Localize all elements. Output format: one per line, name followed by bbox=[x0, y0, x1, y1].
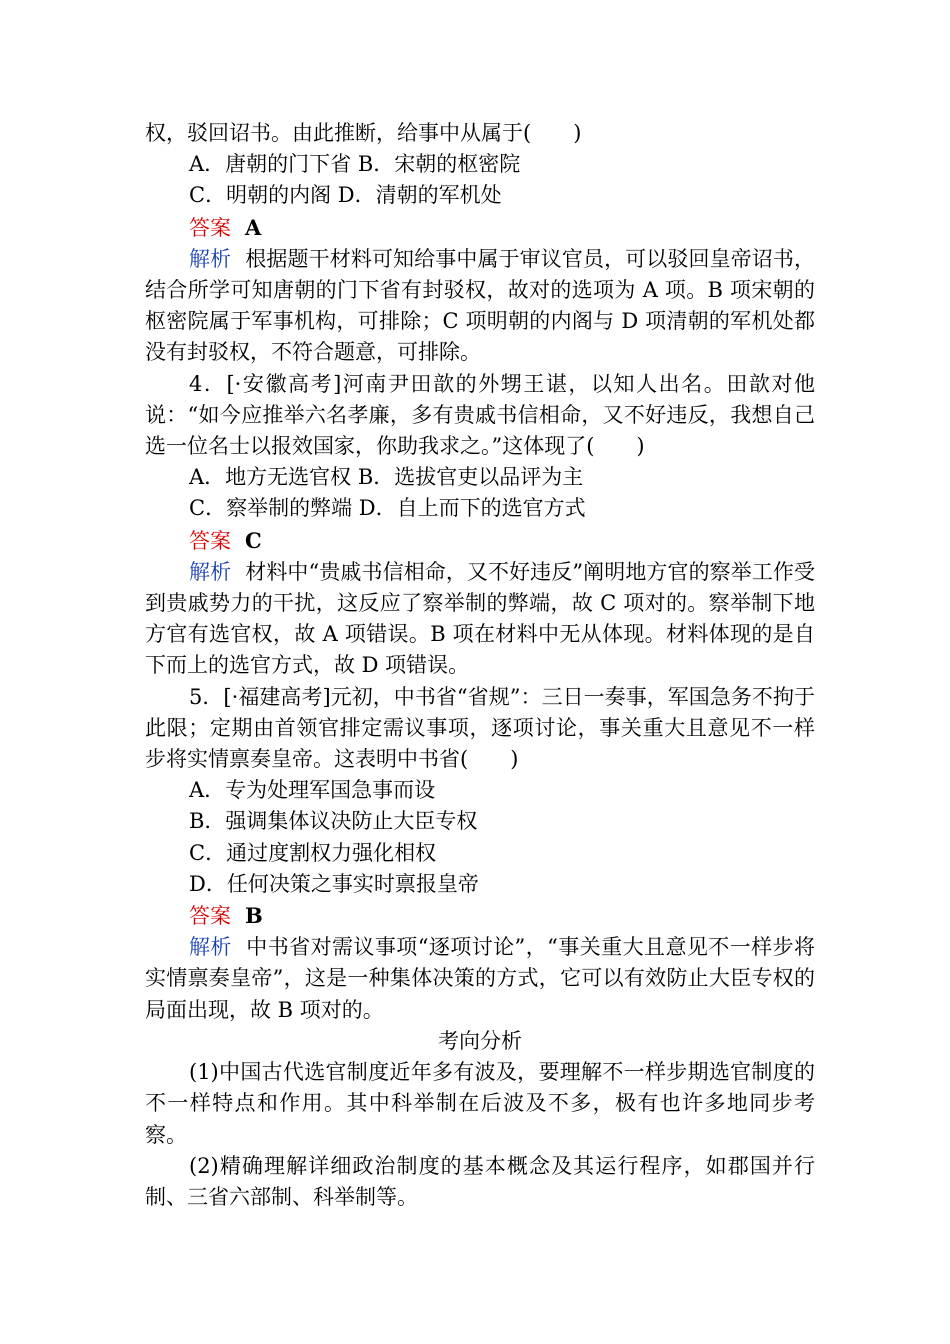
document-page bbox=[145, 118, 815, 1213]
q5-option-d: D．任何决策之事实时禀报皇帝 bbox=[189, 871, 479, 896]
analysis-label: 解析 bbox=[189, 246, 232, 271]
q4-answer-line bbox=[145, 525, 815, 557]
q5-stem: 5．[·福建高考]元初，中书省“省规”：三日一奏事，军国急务不拘于此限；定期由首领官排定需议事项，逐项讨论，事关重大且意见不一样步将实情禀奏皇帝。这表明中书省( ) bbox=[145, 684, 815, 772]
q5-answer-value: B bbox=[245, 903, 263, 929]
analysis-label: 解析 bbox=[189, 559, 232, 584]
q3-options-line1: A．唐朝的门下省 B．宋朝的枢密院 bbox=[189, 152, 521, 177]
q4-stem: 4．[·安徽高考]河南尹田歆的外甥王谌，以知人出名。田歆对他说：“如今应推举六名孝廉，多有贵戚书信相命，又不好违反，我想自己选一位名士以报效国家，你助我求之。”这体现了( ) bbox=[145, 371, 815, 459]
q4-options-line2: C．察举制的弊端 D．自上而下的选官方式 bbox=[189, 496, 586, 521]
q3-stem-tail: 权，驳回诏书。由此推断，给事中从属于( ) bbox=[145, 121, 582, 145]
q4-analysis-text: 材料中“贵戚书信相命，又不好违反”阐明地方官的察举工作受到贵戚势力的干扰，这反应了察举制的弊端，故 C 项对的。察举制下地方官有选官权，故 A 项错误。B 项在材料中无从体现。材料体现的是自下而上的选官方式，故 D 项错误。 bbox=[145, 559, 815, 678]
q5-option-a: A．专为处理军国急事而设 bbox=[189, 778, 436, 803]
q5-option-b: B．强调集体议决防止大臣专权 bbox=[189, 809, 478, 834]
q5-analysis-text: 中书省对需议事项“逐项讨论”，“事关重大且意见不一样步将实情禀奏皇帝”，这是一种集体决策的方式，它可以有效防止大臣专权的局面出现，故 B 项对的。 bbox=[145, 935, 815, 1022]
analysis-point-1: (1)中国古代选官制度近年多有波及，要理解不一样步期选官制度的不一样特点和作用。其中科举制在后波及不多，极有也许多地同步考察。 bbox=[145, 1060, 815, 1147]
section-heading: 考向分析 bbox=[438, 1028, 522, 1053]
analysis-label: 解析 bbox=[189, 935, 232, 960]
q4-answer-value: C bbox=[245, 527, 262, 553]
q3-answer-value: A bbox=[245, 214, 262, 240]
q5-answer-line bbox=[145, 900, 815, 932]
answer-label: 答案 bbox=[189, 904, 231, 929]
answer-label: 答案 bbox=[189, 528, 231, 553]
q3-options-line2: C．明朝的内阁 D．清朝的军机处 bbox=[189, 183, 502, 208]
q5-analysis bbox=[145, 932, 815, 1026]
analysis-point-2: (2)精确理解详细政治制度的基本概念及其运行程序，如郡国并行制、三省六部制、科举制等。 bbox=[145, 1153, 815, 1209]
q4-analysis bbox=[145, 557, 815, 682]
q3-analysis-text: 根据题干材料可知给事中属于审议官员，可以驳回皇帝诏书，结合所学可知唐朝的门下省有封驳权，故对的选项为 A 项。B 项宋朝的枢密院属于军事机构，可排除；C 项明朝的内阁与 D 项清朝的军机处都没有封驳权，不符合题意，可排除。 bbox=[145, 246, 816, 365]
answer-label: 答案 bbox=[189, 215, 231, 240]
q3-answer-line bbox=[145, 212, 815, 244]
q4-options-line1: A．地方无选官权 B．选拔官吏以品评为主 bbox=[189, 465, 584, 490]
q5-option-c: C．通过度割权力强化相权 bbox=[189, 840, 437, 865]
q3-analysis bbox=[145, 244, 815, 369]
